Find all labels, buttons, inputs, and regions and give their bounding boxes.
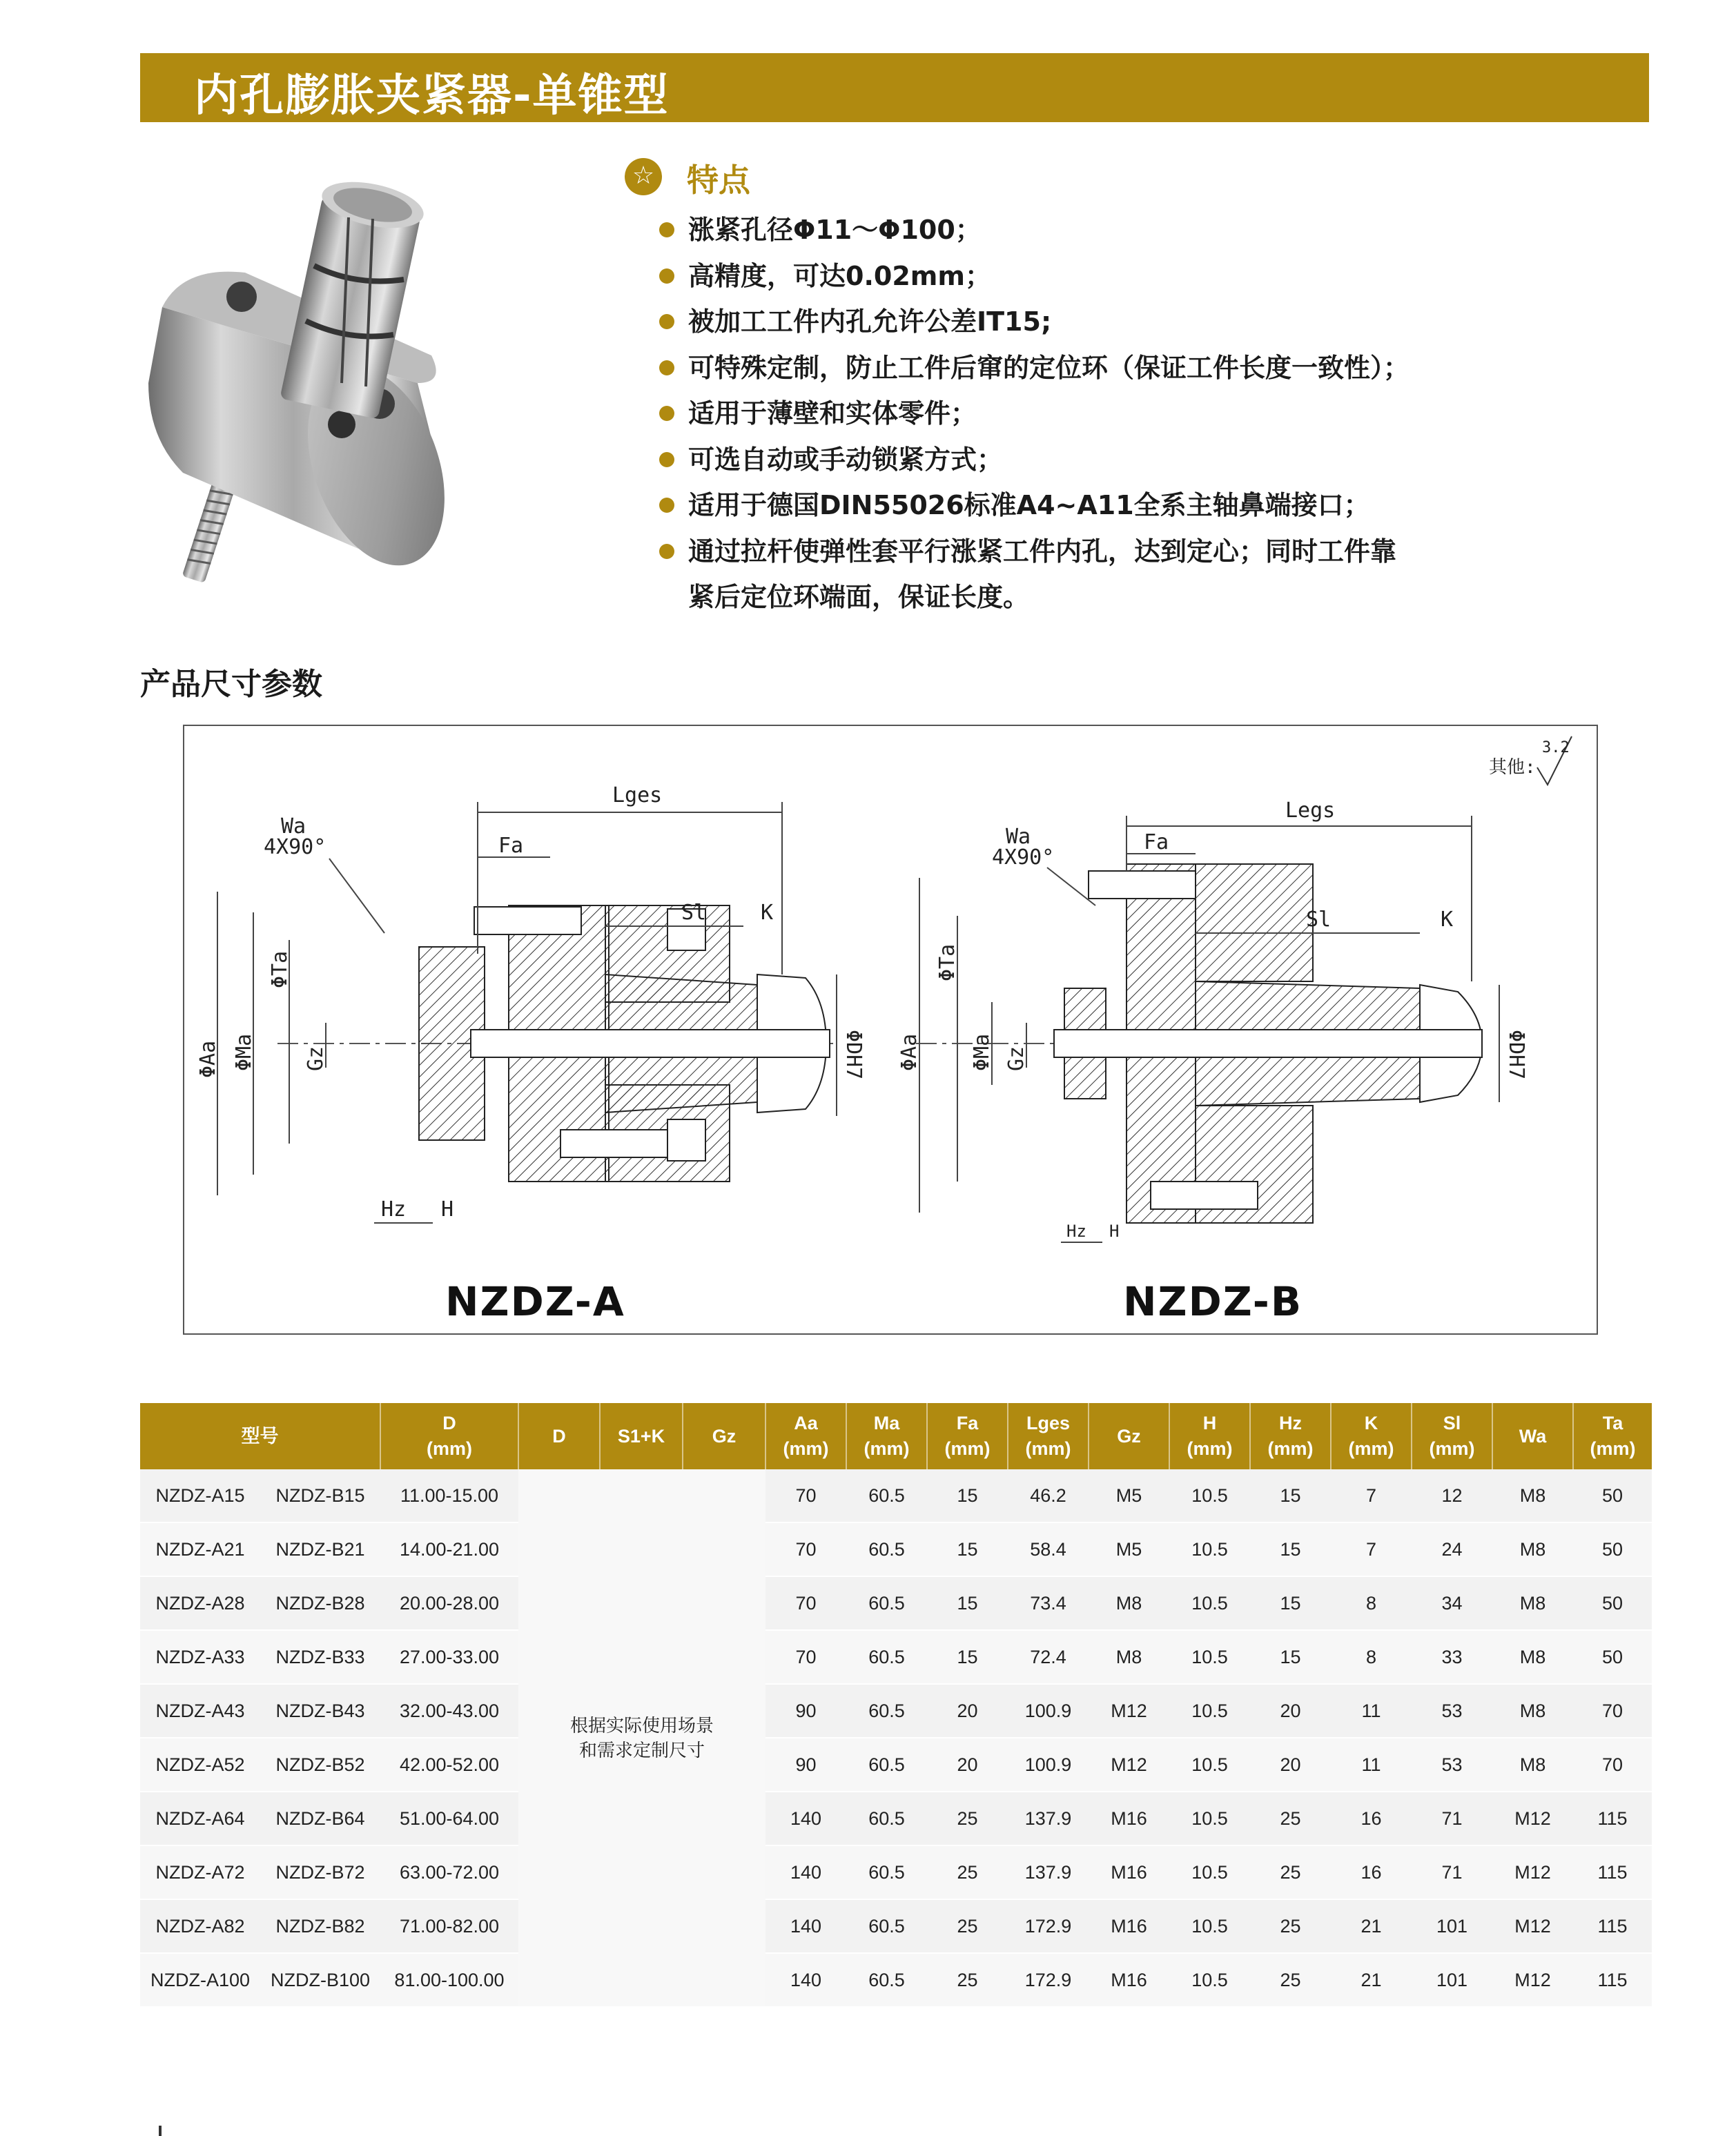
aa-cell: 90 xyxy=(765,1684,846,1738)
ta-cell: 70 xyxy=(1573,1684,1652,1738)
col-gz-2: Gz xyxy=(1089,1403,1169,1469)
bullet-icon xyxy=(659,452,674,467)
gz-cell: M16 xyxy=(1089,1845,1169,1899)
ma-cell: 60.5 xyxy=(846,1684,927,1738)
lges-cell: 137.9 xyxy=(1008,1845,1089,1899)
gz-cell: M16 xyxy=(1089,1953,1169,2007)
d-range-cell: 71.00-82.00 xyxy=(380,1899,518,1953)
lges-cell: 73.4 xyxy=(1008,1576,1089,1630)
d-range-cell: 51.00-64.00 xyxy=(380,1792,518,1845)
features-title: 特点 xyxy=(687,161,750,199)
col-lges: Lges (mm) xyxy=(1008,1403,1089,1469)
model-b-cell: NZDZ-B72 xyxy=(260,1845,380,1899)
table-body xyxy=(140,1469,1652,2007)
col-sl: Sl (mm) xyxy=(1412,1403,1492,1469)
custom-size-note: 根据实际使用场景 和需求定制尺寸 xyxy=(518,1469,765,2007)
hz-cell: 25 xyxy=(1250,1899,1331,1953)
ta-cell: 115 xyxy=(1573,1953,1652,2007)
feature-item: 可选自动或手动锁紧方式； xyxy=(659,437,1557,483)
model-b-cell: NZDZ-B15 xyxy=(260,1469,380,1522)
gz-cell: M5 xyxy=(1089,1522,1169,1576)
model-b-cell: NZDZ-B52 xyxy=(260,1738,380,1792)
aa-cell: 70 xyxy=(765,1522,846,1576)
feature-item: 通过拉杆使弹性套平行涨紧工件内孔，达到定心；同时工件靠 xyxy=(659,529,1557,575)
table-row xyxy=(140,1953,1652,2007)
svg-text:Legs: Legs xyxy=(1285,798,1336,823)
table-row xyxy=(140,1845,1652,1899)
svg-text:ΦMa: ΦMa xyxy=(232,1033,256,1071)
sl-cell: 12 xyxy=(1412,1469,1492,1522)
svg-text:ΦDH7: ΦDH7 xyxy=(1504,1030,1528,1080)
aa-cell: 90 xyxy=(765,1738,846,1792)
h-cell: 10.5 xyxy=(1169,1899,1250,1953)
wa-cell: M8 xyxy=(1492,1469,1573,1522)
aa-cell: 140 xyxy=(765,1845,846,1899)
gz-cell: M16 xyxy=(1089,1792,1169,1845)
fa-cell: 25 xyxy=(927,1953,1008,2007)
drawing-a xyxy=(196,783,866,1223)
fa-cell: 25 xyxy=(927,1845,1008,1899)
table-row xyxy=(140,1899,1652,1953)
d-range-cell: 11.00-15.00 xyxy=(380,1469,518,1522)
ma-cell: 60.5 xyxy=(846,1845,927,1899)
svg-text:K: K xyxy=(761,901,774,925)
h-cell: 10.5 xyxy=(1169,1630,1250,1684)
lges-cell: 137.9 xyxy=(1008,1792,1089,1845)
col-d: D xyxy=(518,1403,600,1469)
col-ta: Ta (mm) xyxy=(1573,1403,1652,1469)
gz-cell: M12 xyxy=(1089,1684,1169,1738)
ta-cell: 50 xyxy=(1573,1576,1652,1630)
col-s1k: S1+K xyxy=(600,1403,683,1469)
svg-text:Wa: Wa xyxy=(1006,825,1031,849)
model-b-cell: NZDZ-B43 xyxy=(260,1684,380,1738)
model-b-cell: NZDZ-B100 xyxy=(260,1953,380,2007)
col-aa: Aa (mm) xyxy=(765,1403,846,1469)
hz-cell: 25 xyxy=(1250,1845,1331,1899)
svg-text:ΦTa: ΦTa xyxy=(268,950,292,988)
svg-text:H: H xyxy=(441,1197,454,1222)
spec-table xyxy=(140,1403,1652,2008)
feature-item-continued: 紧后定位环端面，保证长度。 xyxy=(688,582,1030,612)
sl-cell: 24 xyxy=(1412,1522,1492,1576)
fa-cell: 25 xyxy=(927,1792,1008,1845)
wa-cell: M12 xyxy=(1492,1899,1573,1953)
ta-cell: 50 xyxy=(1573,1630,1652,1684)
footer-mark xyxy=(159,2126,162,2136)
d-range-cell: 42.00-52.00 xyxy=(380,1738,518,1792)
svg-text:ΦDH7: ΦDH7 xyxy=(841,1030,866,1080)
aa-cell: 140 xyxy=(765,1953,846,2007)
fa-cell: 15 xyxy=(927,1522,1008,1576)
feature-item: 可特殊定制，防止工件后窜的定位环（保证工件长度一致性）； xyxy=(659,345,1557,391)
svg-text:Fa: Fa xyxy=(498,834,524,858)
lges-cell: 72.4 xyxy=(1008,1630,1089,1684)
svg-text:Lges: Lges xyxy=(612,783,663,807)
svg-text:Wa: Wa xyxy=(281,814,306,839)
table-header-row xyxy=(140,1403,1652,1469)
model-a-cell: NZDZ-A64 xyxy=(140,1792,260,1845)
k-cell: 8 xyxy=(1331,1576,1412,1630)
col-ma: Ma (mm) xyxy=(846,1403,927,1469)
aa-cell: 70 xyxy=(765,1576,846,1630)
table-row xyxy=(140,1469,1652,1522)
lges-cell: 58.4 xyxy=(1008,1522,1089,1576)
lges-cell: 172.9 xyxy=(1008,1953,1089,2007)
ma-cell: 60.5 xyxy=(846,1738,927,1792)
bullet-icon xyxy=(659,268,674,284)
table-row xyxy=(140,1792,1652,1845)
k-cell: 7 xyxy=(1331,1522,1412,1576)
model-a-cell: NZDZ-A28 xyxy=(140,1576,260,1630)
d-range-cell: 32.00-43.00 xyxy=(380,1684,518,1738)
aa-cell: 70 xyxy=(765,1469,846,1522)
gz-cell: M16 xyxy=(1089,1899,1169,1953)
product-image xyxy=(142,176,528,590)
svg-text:ΦAa: ΦAa xyxy=(897,1033,921,1071)
wa-cell: M8 xyxy=(1492,1684,1573,1738)
col-model: 型号 xyxy=(140,1403,380,1469)
svg-text:ΦTa: ΦTa xyxy=(935,943,959,981)
feature-item: 高精度，可达0.02mm； xyxy=(659,253,1557,300)
aa-cell: 140 xyxy=(765,1792,846,1845)
ma-cell: 60.5 xyxy=(846,1953,927,2007)
fa-cell: 25 xyxy=(927,1899,1008,1953)
fa-cell: 15 xyxy=(927,1576,1008,1630)
wa-cell: M12 xyxy=(1492,1845,1573,1899)
feature-item: 适用于德国DIN55026标准A4~A11全系主轴鼻端接口； xyxy=(659,482,1557,529)
features-list xyxy=(659,207,1557,620)
gz-cell: M8 xyxy=(1089,1630,1169,1684)
sl-cell: 71 xyxy=(1412,1845,1492,1899)
svg-text:Hz: Hz xyxy=(381,1197,407,1222)
wa-cell: M8 xyxy=(1492,1738,1573,1792)
k-cell: 11 xyxy=(1331,1738,1412,1792)
hz-cell: 20 xyxy=(1250,1738,1331,1792)
lges-cell: 46.2 xyxy=(1008,1469,1089,1522)
d-range-cell: 20.00-28.00 xyxy=(380,1576,518,1630)
hz-cell: 15 xyxy=(1250,1469,1331,1522)
hz-cell: 25 xyxy=(1250,1792,1331,1845)
svg-text:K: K xyxy=(1441,908,1454,932)
fa-cell: 20 xyxy=(927,1684,1008,1738)
sl-cell: 53 xyxy=(1412,1738,1492,1792)
col-wa: Wa xyxy=(1492,1403,1573,1469)
model-a-cell: NZDZ-A72 xyxy=(140,1845,260,1899)
ta-cell: 115 xyxy=(1573,1845,1652,1899)
feature-item: 被加工工件内孔允许公差IT15; xyxy=(659,299,1557,345)
svg-text:Gz: Gz xyxy=(1004,1046,1028,1071)
ta-cell: 115 xyxy=(1573,1792,1652,1845)
col-k: K (mm) xyxy=(1331,1403,1412,1469)
table-row xyxy=(140,1522,1652,1576)
bullet-icon xyxy=(659,498,674,513)
ma-cell: 60.5 xyxy=(846,1899,927,1953)
section-title: 产品尺寸参数 xyxy=(140,667,322,702)
gz-cell: M12 xyxy=(1089,1738,1169,1792)
svg-text:3.2: 3.2 xyxy=(1542,739,1570,756)
table-row xyxy=(140,1684,1652,1738)
model-a-cell: NZDZ-A82 xyxy=(140,1899,260,1953)
ma-cell: 60.5 xyxy=(846,1792,927,1845)
h-cell: 10.5 xyxy=(1169,1522,1250,1576)
title-bar xyxy=(140,53,1649,122)
technical-drawing xyxy=(183,725,1598,1335)
hz-cell: 15 xyxy=(1250,1522,1331,1576)
hz-cell: 15 xyxy=(1250,1576,1331,1630)
k-cell: 16 xyxy=(1331,1845,1412,1899)
ta-cell: 50 xyxy=(1573,1469,1652,1522)
gz-cell: M5 xyxy=(1089,1469,1169,1522)
h-cell: 10.5 xyxy=(1169,1792,1250,1845)
aa-cell: 140 xyxy=(765,1899,846,1953)
col-hz: Hz (mm) xyxy=(1250,1403,1331,1469)
k-cell: 7 xyxy=(1331,1469,1412,1522)
h-cell: 10.5 xyxy=(1169,1469,1250,1522)
model-b-cell: NZDZ-B82 xyxy=(260,1899,380,1953)
model-a-cell: NZDZ-A21 xyxy=(140,1522,260,1576)
svg-text:Hz: Hz xyxy=(1066,1222,1086,1241)
d-range-cell: 63.00-72.00 xyxy=(380,1845,518,1899)
label-nzdz-a: NZDZ-A xyxy=(445,1278,625,1325)
ma-cell: 60.5 xyxy=(846,1630,927,1684)
k-cell: 21 xyxy=(1331,1899,1412,1953)
hz-cell: 15 xyxy=(1250,1630,1331,1684)
star-icon: ☆ xyxy=(625,158,662,195)
bullet-icon xyxy=(659,544,674,559)
lges-cell: 100.9 xyxy=(1008,1684,1089,1738)
svg-text:4X90°: 4X90° xyxy=(992,845,1055,870)
sl-cell: 53 xyxy=(1412,1684,1492,1738)
svg-text:ΦMa: ΦMa xyxy=(970,1033,994,1071)
sl-cell: 33 xyxy=(1412,1630,1492,1684)
lges-cell: 172.9 xyxy=(1008,1899,1089,1953)
wa-cell: M8 xyxy=(1492,1576,1573,1630)
table-row xyxy=(140,1576,1652,1630)
bullet-icon xyxy=(659,406,674,421)
fa-cell: 20 xyxy=(927,1738,1008,1792)
page-title: 内孔膨胀夹紧器-单锥型 xyxy=(194,70,670,121)
svg-text:Gz: Gz xyxy=(304,1046,328,1071)
k-cell: 8 xyxy=(1331,1630,1412,1684)
aa-cell: 70 xyxy=(765,1630,846,1684)
model-a-cell: NZDZ-A33 xyxy=(140,1630,260,1684)
svg-text:ΦAa: ΦAa xyxy=(196,1040,220,1078)
d-range-cell: 27.00-33.00 xyxy=(380,1630,518,1684)
col-fa: Fa (mm) xyxy=(927,1403,1008,1469)
feature-item: 涨紧孔径Φ11～Φ100； xyxy=(659,207,1557,253)
model-b-cell: NZDZ-B64 xyxy=(260,1792,380,1845)
hz-cell: 25 xyxy=(1250,1953,1331,2007)
table-row xyxy=(140,1630,1652,1684)
model-b-cell: NZDZ-B33 xyxy=(260,1630,380,1684)
model-a-cell: NZDZ-A52 xyxy=(140,1738,260,1792)
wa-cell: M12 xyxy=(1492,1792,1573,1845)
drawing-b xyxy=(897,736,1572,1242)
k-cell: 21 xyxy=(1331,1953,1412,2007)
svg-text:Fa: Fa xyxy=(1144,830,1169,854)
d-range-cell: 14.00-21.00 xyxy=(380,1522,518,1576)
k-cell: 11 xyxy=(1331,1684,1412,1738)
sl-cell: 71 xyxy=(1412,1792,1492,1845)
model-a-cell: NZDZ-A43 xyxy=(140,1684,260,1738)
ta-cell: 115 xyxy=(1573,1899,1652,1953)
wa-cell: M8 xyxy=(1492,1522,1573,1576)
h-cell: 10.5 xyxy=(1169,1738,1250,1792)
wa-cell: M8 xyxy=(1492,1630,1573,1684)
h-cell: 10.5 xyxy=(1169,1953,1250,2007)
fa-cell: 15 xyxy=(927,1469,1008,1522)
col-gz: Gz xyxy=(683,1403,765,1469)
sl-cell: 101 xyxy=(1412,1899,1492,1953)
label-nzdz-b: NZDZ-B xyxy=(1123,1278,1303,1325)
ta-cell: 50 xyxy=(1573,1522,1652,1576)
h-cell: 10.5 xyxy=(1169,1684,1250,1738)
svg-text:Sl: Sl xyxy=(1306,908,1332,932)
sl-cell: 101 xyxy=(1412,1953,1492,2007)
bullet-icon xyxy=(659,222,674,237)
h-cell: 10.5 xyxy=(1169,1576,1250,1630)
d-range-cell: 81.00-100.00 xyxy=(380,1953,518,2007)
feature-item: 适用于薄壁和实体零件； xyxy=(659,391,1557,437)
wa-cell: M12 xyxy=(1492,1953,1573,2007)
h-cell: 10.5 xyxy=(1169,1845,1250,1899)
model-a-cell: NZDZ-A100 xyxy=(140,1953,260,2007)
ma-cell: 60.5 xyxy=(846,1576,927,1630)
bullet-icon xyxy=(659,360,674,375)
svg-text:H: H xyxy=(1109,1222,1120,1241)
svg-text:其他:: 其他: xyxy=(1489,757,1536,778)
bullet-icon xyxy=(659,314,674,329)
col-h: H (mm) xyxy=(1169,1403,1250,1469)
lges-cell: 100.9 xyxy=(1008,1738,1089,1792)
ma-cell: 60.5 xyxy=(846,1522,927,1576)
gz-cell: M8 xyxy=(1089,1576,1169,1630)
model-b-cell: NZDZ-B21 xyxy=(260,1522,380,1576)
ma-cell: 60.5 xyxy=(846,1469,927,1522)
ta-cell: 70 xyxy=(1573,1738,1652,1792)
svg-text:4X90°: 4X90° xyxy=(264,835,326,859)
model-b-cell: NZDZ-B28 xyxy=(260,1576,380,1630)
k-cell: 16 xyxy=(1331,1792,1412,1845)
svg-text:Sl: Sl xyxy=(681,901,707,925)
hz-cell: 20 xyxy=(1250,1684,1331,1738)
fa-cell: 15 xyxy=(927,1630,1008,1684)
model-a-cell: NZDZ-A15 xyxy=(140,1469,260,1522)
col-d-mm: D (mm) xyxy=(380,1403,518,1469)
table-row xyxy=(140,1738,1652,1792)
sl-cell: 34 xyxy=(1412,1576,1492,1630)
